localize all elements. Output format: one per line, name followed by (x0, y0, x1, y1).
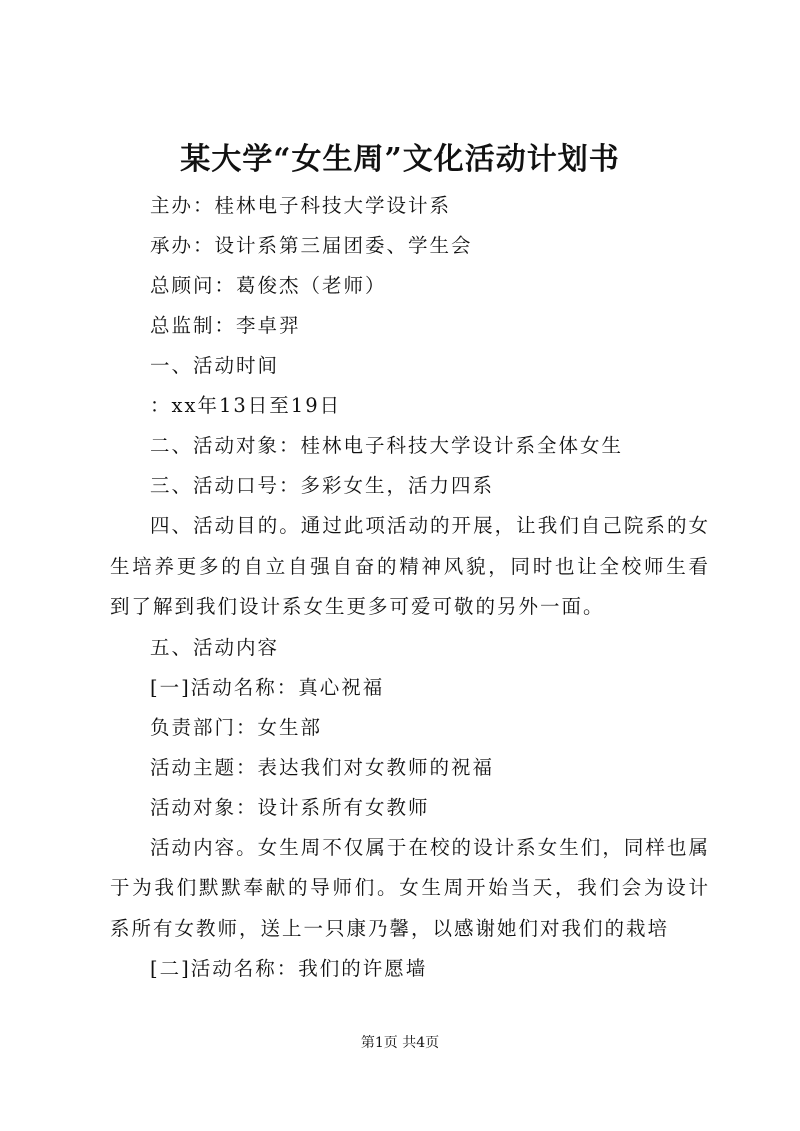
paragraph-department: 负责部门：女生部 (150, 715, 323, 739)
paragraph-activity-purpose: 四、活动目的。通过此项活动的开展，让我们自己院系的女生培养更多的自立自强自奋的精神风貌，同时也让全校师生看到了解到我们设计系女生更多可爱可敬的另外一面。 (110, 514, 710, 618)
paragraph-theme: 活动主题：表达我们对女教师的祝福 (150, 755, 495, 779)
paragraph-co-organizer: 承办：设计系第三届团委、学生会 (150, 234, 473, 257)
paragraph-activity-details: 活动内容。女生周不仅属于在校的设计系女生们，同样也属于为我们默默奉献的导师们。女生周开始当天，我们会为设计系所有女教师，送上一只康乃馨，以感谢她们对我们的栽培 (110, 835, 710, 940)
page-footer (0, 1033, 800, 1053)
paragraph-advisor: 总顾问：葛俊杰（老师） (150, 274, 387, 297)
heading-activity-time: 一、活动时间 (150, 354, 280, 377)
paragraph-activity-target: 二、活动对象：桂林电子科技大学设计系全体女生 (150, 434, 624, 457)
paragraph-target-teachers: 活动对象：设计系所有女教师 (150, 795, 430, 819)
paragraph-activity-one-name: [一]活动名称：真心祝福 (150, 675, 385, 699)
document-body (110, 186, 710, 989)
paragraph-activity-slogan: 三、活动口号：多彩女生，活力四系 (150, 474, 495, 497)
paragraph-activity-two-name: [二]活动名称：我们的许愿墙 (150, 957, 428, 980)
heading-activity-content: 五、活动内容 (150, 635, 280, 659)
paragraph-supervisor: 总监制：李卓羿 (150, 314, 301, 337)
paragraph-organizer: 主办：桂林电子科技大学设计系 (150, 194, 452, 217)
document-title: 某大学“女生周”文化活动计划书 (180, 142, 620, 177)
paragraph-activity-date: ：xx年13日至19日 (150, 394, 342, 417)
page-number-label: 第1页 共4页 (360, 1035, 440, 1051)
